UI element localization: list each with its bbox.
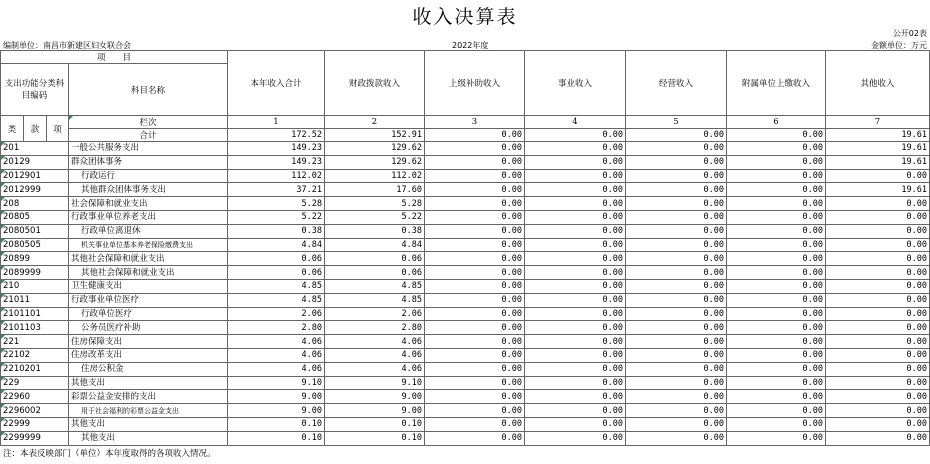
table-body: [1, 142, 930, 446]
row-value-col-7: 0.00: [826, 197, 930, 211]
row-value-col-1: 0.38: [228, 224, 325, 238]
row-value-col-4: 0.00: [525, 348, 626, 362]
row-value-col-3: 0.00: [425, 307, 525, 321]
row-value-col-1: 37.21: [228, 183, 325, 197]
row-value-col-6: 0.00: [727, 169, 826, 183]
row-code: 2101101: [1, 307, 69, 321]
table-row: [1, 321, 930, 335]
row-value-col-7: 0.00: [826, 293, 930, 307]
row-value-col-3: 0.00: [425, 335, 525, 349]
table-row: [1, 142, 930, 156]
row-value-col-1: 2.80: [228, 321, 325, 335]
row-code: 210: [1, 279, 69, 293]
row-value-col-6: 0.00: [727, 376, 826, 390]
row-value-col-4: 0.00: [525, 376, 626, 390]
row-value-col-3: 0.00: [425, 417, 525, 431]
col-num-4: 4: [525, 116, 626, 129]
row-subject-name: 行政事业单位养老支出: [69, 210, 228, 224]
row-value-col-3: 0.00: [425, 348, 525, 362]
row-code: 20899: [1, 252, 69, 266]
form-number: 公开02表: [892, 29, 927, 38]
row-value-col-7: 19.61: [826, 155, 930, 169]
row-value-col-1: 9.00: [228, 390, 325, 404]
row-value-col-5: 0.00: [626, 362, 727, 376]
row-value-col-5: 0.00: [626, 142, 727, 156]
row-code: 2296002: [1, 404, 69, 418]
row-value-col-7: 19.61: [826, 183, 930, 197]
row-value-col-3: 0.00: [425, 266, 525, 280]
row-code: 2210201: [1, 362, 69, 376]
row-value-col-4: 0.00: [525, 155, 626, 169]
row-value-col-5: 0.00: [626, 348, 727, 362]
row-value-col-7: 0.00: [826, 376, 930, 390]
row-value-col-4: 0.00: [525, 335, 626, 349]
row-value-col-6: 0.00: [727, 183, 826, 197]
row-value-col-2: 9.00: [325, 390, 425, 404]
row-value-col-1: 4.06: [228, 362, 325, 376]
row-subject-name: 行政运行: [69, 169, 228, 183]
row-value-col-4: 0.00: [525, 279, 626, 293]
row-value-col-4: 0.00: [525, 197, 626, 211]
row-subject-name: 住房公积金: [69, 362, 228, 376]
row-code: 221: [1, 335, 69, 349]
row-value-col-5: 0.00: [626, 155, 727, 169]
row-value-col-3: 0.00: [425, 183, 525, 197]
row-value-col-4: 0.00: [525, 321, 626, 335]
row-value-col-1: 0.10: [228, 417, 325, 431]
row-value-col-2: 4.85: [325, 293, 425, 307]
row-value-col-2: 0.06: [325, 266, 425, 280]
total-value-col-5: 0.00: [626, 129, 727, 142]
row-value-col-7: 0.00: [826, 362, 930, 376]
row-value-col-1: 112.02: [228, 169, 325, 183]
row-code: 2080501: [1, 224, 69, 238]
col-header-other-income: 其他收入: [826, 51, 930, 116]
row-value-col-5: 0.00: [626, 335, 727, 349]
row-value-col-7: 0.00: [826, 335, 930, 349]
row-code: 22102: [1, 348, 69, 362]
row-code: 208: [1, 197, 69, 211]
table-row: [1, 238, 930, 252]
page-title: 收入决算表: [412, 6, 518, 28]
row-subject-name: 用于社会福利的彩票公益金支出: [69, 404, 228, 418]
row-subject-name: 行政单位医疗: [69, 307, 228, 321]
row-value-col-2: 4.06: [325, 362, 425, 376]
col-header-affiliated-units: 附属单位上缴收入: [727, 51, 826, 116]
row-value-col-5: 0.00: [626, 183, 727, 197]
row-value-col-5: 0.00: [626, 169, 727, 183]
row-code: 2012999: [1, 183, 69, 197]
row-value-col-4: 0.00: [525, 362, 626, 376]
row-value-col-1: 5.28: [228, 197, 325, 211]
row-value-col-2: 9.10: [325, 376, 425, 390]
row-value-col-2: 112.02: [325, 169, 425, 183]
row-subject-name: 其他社会保障和就业支出: [69, 252, 228, 266]
row-value-col-3: 0.00: [425, 238, 525, 252]
table-row: [1, 404, 930, 418]
row-value-col-1: 0.10: [228, 431, 325, 445]
row-value-col-2: 0.10: [325, 417, 425, 431]
table-row: [1, 224, 930, 238]
total-value-col-4: 0.00: [525, 129, 626, 142]
row-value-col-1: 5.22: [228, 210, 325, 224]
row-value-col-7: 0.00: [826, 431, 930, 445]
row-value-col-6: 0.00: [727, 279, 826, 293]
amount-unit: 金额单位：万元: [871, 41, 927, 50]
row-value-col-7: 0.00: [826, 348, 930, 362]
row-value-col-3: 0.00: [425, 404, 525, 418]
total-label: 合计: [69, 129, 228, 142]
row-value-col-6: 0.00: [727, 293, 826, 307]
col-header-fiscal-appropriation: 财政拨款收入: [325, 51, 425, 116]
table-row: [1, 417, 930, 431]
row-subject-name: 其他群众团体事务支出: [69, 183, 228, 197]
row-value-col-5: 0.00: [626, 307, 727, 321]
row-value-col-3: 0.00: [425, 362, 525, 376]
row-value-col-6: 0.00: [727, 390, 826, 404]
total-value-col-2: 152.91: [325, 129, 425, 142]
row-value-col-6: 0.00: [727, 252, 826, 266]
row-value-col-7: 0.00: [826, 266, 930, 280]
col-header-business-income: 事业收入: [525, 51, 626, 116]
row-subject-name: 其他支出: [69, 417, 228, 431]
kuan-header: 款: [24, 116, 47, 142]
table-row: [1, 155, 930, 169]
row-value-col-5: 0.00: [626, 376, 727, 390]
row-value-col-1: 9.10: [228, 376, 325, 390]
row-value-col-5: 0.00: [626, 197, 727, 211]
row-value-col-3: 0.00: [425, 390, 525, 404]
table-row: [1, 266, 930, 280]
row-subject-name: 公务员医疗补助: [69, 321, 228, 335]
row-value-col-5: 0.00: [626, 321, 727, 335]
table-row: [1, 197, 930, 211]
row-value-col-7: 0.00: [826, 169, 930, 183]
table-row: [1, 169, 930, 183]
row-value-col-5: 0.00: [626, 252, 727, 266]
table-row: [1, 362, 930, 376]
row-value-col-6: 0.00: [727, 348, 826, 362]
row-code: 22999: [1, 417, 69, 431]
row-code: 2101103: [1, 321, 69, 335]
row-value-col-3: 0.00: [425, 197, 525, 211]
table-row: [1, 307, 930, 321]
row-value-col-2: 4.84: [325, 238, 425, 252]
row-value-col-3: 0.00: [425, 224, 525, 238]
row-value-col-7: 19.61: [826, 142, 930, 156]
xiang-header: 项: [47, 116, 69, 142]
fiscal-year: 2022年度: [452, 41, 489, 50]
row-value-col-1: 4.84: [228, 238, 325, 252]
table-row: [1, 183, 930, 197]
row-value-col-2: 129.62: [325, 142, 425, 156]
row-value-col-3: 0.00: [425, 376, 525, 390]
row-value-col-6: 0.00: [727, 197, 826, 211]
row-subject-name: 一般公共服务支出: [69, 142, 228, 156]
row-value-col-6: 0.00: [727, 417, 826, 431]
row-value-col-4: 0.00: [525, 183, 626, 197]
row-value-col-5: 0.00: [626, 224, 727, 238]
row-value-col-7: 0.00: [826, 390, 930, 404]
row-value-col-5: 0.00: [626, 293, 727, 307]
row-value-col-6: 0.00: [727, 335, 826, 349]
row-subject-name: 彩票公益金安排的支出: [69, 390, 228, 404]
row-value-col-7: 0.00: [826, 279, 930, 293]
row-value-col-3: 0.00: [425, 210, 525, 224]
row-value-col-3: 0.00: [425, 142, 525, 156]
table-row: [1, 348, 930, 362]
col-num-2: 2: [325, 116, 425, 129]
row-value-col-6: 0.00: [727, 266, 826, 280]
table-row: [1, 431, 930, 445]
row-value-col-7: 0.00: [826, 321, 930, 335]
row-value-col-7: 0.00: [826, 238, 930, 252]
table-row: [1, 252, 930, 266]
row-value-col-4: 0.00: [525, 404, 626, 418]
row-value-col-2: 5.22: [325, 210, 425, 224]
income-table: [0, 50, 930, 446]
row-value-col-2: 4.85: [325, 279, 425, 293]
row-value-col-6: 0.00: [727, 362, 826, 376]
compiling-unit: 编制单位：南昌市新建区妇女联合会: [3, 41, 131, 50]
col-num-5: 5: [626, 116, 727, 129]
row-value-col-1: 2.06: [228, 307, 325, 321]
row-value-col-6: 0.00: [727, 307, 826, 321]
row-value-col-5: 0.00: [626, 266, 727, 280]
row-value-col-4: 0.00: [525, 224, 626, 238]
row-value-col-6: 0.00: [727, 155, 826, 169]
row-code: 20805: [1, 210, 69, 224]
row-value-col-7: 0.00: [826, 224, 930, 238]
total-value-col-6: 0.00: [727, 129, 826, 142]
row-value-col-4: 0.00: [525, 210, 626, 224]
row-subject-name: 其他社会保障和就业支出: [69, 266, 228, 280]
row-code: 2299999: [1, 431, 69, 445]
row-value-col-2: 4.06: [325, 335, 425, 349]
row-value-col-5: 0.00: [626, 431, 727, 445]
table-row: [1, 293, 930, 307]
row-value-col-6: 0.00: [727, 404, 826, 418]
row-value-col-2: 2.06: [325, 307, 425, 321]
row-value-col-7: 0.00: [826, 404, 930, 418]
row-value-col-2: 4.06: [325, 348, 425, 362]
row-value-col-7: 0.00: [826, 252, 930, 266]
row-value-col-3: 0.00: [425, 169, 525, 183]
row-code: 2080505: [1, 238, 69, 252]
table-row: [1, 390, 930, 404]
row-subject-name: 机关事业单位基本养老保险缴费支出: [69, 238, 228, 252]
row-value-col-4: 0.00: [525, 266, 626, 280]
col-header-operating-income: 经营收入: [626, 51, 727, 116]
row-value-col-4: 0.00: [525, 169, 626, 183]
row-value-col-3: 0.00: [425, 155, 525, 169]
row-code: 21011: [1, 293, 69, 307]
subject-name-header: 科目名称: [69, 64, 228, 116]
col-num-3: 3: [425, 116, 525, 129]
col-num-1: 1: [228, 116, 325, 129]
row-value-col-4: 0.00: [525, 417, 626, 431]
row-subject-name: 其他支出: [69, 431, 228, 445]
row-value-col-4: 0.00: [525, 252, 626, 266]
row-value-col-4: 0.00: [525, 142, 626, 156]
func-code-header: 支出功能分类科目编码: [1, 64, 69, 116]
row-subject-name: 社会保障和就业支出: [69, 197, 228, 211]
col-num-7: 7: [826, 116, 930, 129]
row-value-col-4: 0.00: [525, 431, 626, 445]
table-row: [1, 210, 930, 224]
total-value-col-7: 19.61: [826, 129, 930, 142]
row-value-col-3: 0.00: [425, 431, 525, 445]
row-value-col-2: 17.60: [325, 183, 425, 197]
row-value-col-4: 0.00: [525, 390, 626, 404]
total-value-col-3: 0.00: [425, 129, 525, 142]
row-value-col-1: 0.06: [228, 252, 325, 266]
table-row: [1, 335, 930, 349]
row-value-col-7: 0.00: [826, 417, 930, 431]
row-value-col-2: 0.10: [325, 431, 425, 445]
row-value-col-2: 0.06: [325, 252, 425, 266]
row-value-col-1: 4.85: [228, 279, 325, 293]
lei-header: 类: [1, 116, 24, 142]
row-code: 229: [1, 376, 69, 390]
col-header-superior-subsidy: 上级补助收入: [425, 51, 525, 116]
row-value-col-6: 0.00: [727, 142, 826, 156]
row-code: 2089999: [1, 266, 69, 280]
row-value-col-1: 0.06: [228, 266, 325, 280]
row-value-col-7: 0.00: [826, 307, 930, 321]
row-code: 22960: [1, 390, 69, 404]
row-value-col-2: 9.00: [325, 404, 425, 418]
row-value-col-6: 0.00: [727, 210, 826, 224]
total-value-col-1: 172.52: [228, 129, 325, 142]
row-value-col-5: 0.00: [626, 210, 727, 224]
row-value-col-5: 0.00: [626, 390, 727, 404]
row-value-col-1: 9.00: [228, 404, 325, 418]
row-value-col-2: 0.38: [325, 224, 425, 238]
row-subject-name: 卫生健康支出: [69, 279, 228, 293]
row-code: 20129: [1, 155, 69, 169]
row-subject-name: 行政事业单位医疗: [69, 293, 228, 307]
row-value-col-1: 149.23: [228, 142, 325, 156]
row-value-col-2: 5.28: [325, 197, 425, 211]
footnote: 注：本表反映部门（单位）本年度取得的各项收入情况。: [3, 449, 216, 459]
row-value-col-3: 0.00: [425, 279, 525, 293]
col-header-total-income: 本年收入合计: [228, 51, 325, 116]
row-value-col-7: 0.00: [826, 210, 930, 224]
row-subject-name: 其他支出: [69, 376, 228, 390]
row-value-col-5: 0.00: [626, 238, 727, 252]
row-subject-name: 住房改革支出: [69, 348, 228, 362]
col-num-6: 6: [727, 116, 826, 129]
row-value-col-6: 0.00: [727, 431, 826, 445]
row-value-col-6: 0.00: [727, 321, 826, 335]
row-value-col-5: 0.00: [626, 417, 727, 431]
row-value-col-4: 0.00: [525, 293, 626, 307]
table-row: [1, 279, 930, 293]
row-subject-name: 群众团体事务: [69, 155, 228, 169]
row-value-col-5: 0.00: [626, 279, 727, 293]
row-value-col-2: 2.80: [325, 321, 425, 335]
row-value-col-4: 0.00: [525, 307, 626, 321]
row-value-col-1: 149.23: [228, 155, 325, 169]
row-subject-name: 住房保障支出: [69, 335, 228, 349]
row-value-col-1: 4.85: [228, 293, 325, 307]
row-value-col-3: 0.00: [425, 252, 525, 266]
row-value-col-4: 0.00: [525, 238, 626, 252]
row-value-col-3: 0.00: [425, 293, 525, 307]
row-value-col-5: 0.00: [626, 404, 727, 418]
row-value-col-2: 129.62: [325, 155, 425, 169]
row-value-col-6: 0.00: [727, 224, 826, 238]
row-code: 201: [1, 142, 69, 156]
lanci-label: 栏次: [69, 116, 228, 129]
row-value-col-6: 0.00: [727, 238, 826, 252]
table-row: [1, 376, 930, 390]
row-value-col-3: 0.00: [425, 321, 525, 335]
row-code: 2012901: [1, 169, 69, 183]
row-value-col-1: 4.06: [228, 335, 325, 349]
row-value-col-1: 4.06: [228, 348, 325, 362]
item-header: 项 目: [1, 51, 228, 64]
row-subject-name: 行政单位离退休: [69, 224, 228, 238]
